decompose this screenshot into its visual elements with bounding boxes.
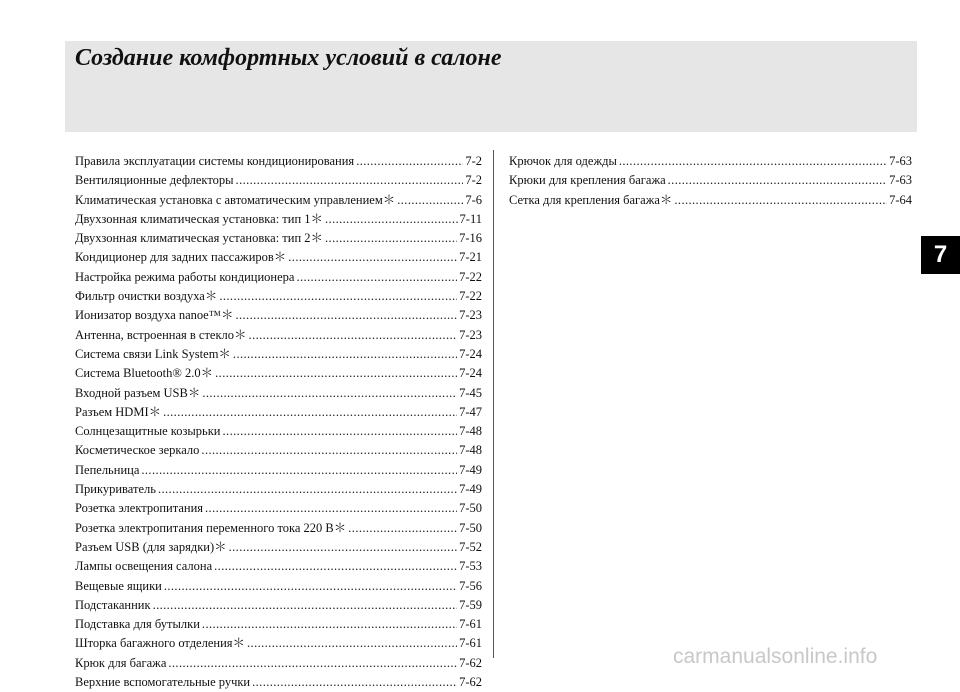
toc-dot-leader xyxy=(158,480,457,499)
toc-dot-leader xyxy=(163,403,457,422)
page-title: Создание комфортных условий в салоне xyxy=(75,45,502,71)
toc-entry-label: Разъем USB (для зарядки)＊ xyxy=(75,539,227,554)
toc-entry-page: 7-22 xyxy=(459,289,482,304)
toc-entry-page: 7-62 xyxy=(459,655,482,670)
toc-entry-label: Правила эксплуатации системы кондиционирования xyxy=(75,154,355,168)
toc-entry[interactable] xyxy=(75,210,482,229)
toc-entry-page: 7-52 xyxy=(459,539,482,554)
toc-entry[interactable] xyxy=(75,461,482,480)
toc-entry-label: Система связи Link System＊ xyxy=(75,346,231,361)
toc-entry-page: 7-24 xyxy=(459,346,482,361)
toc-entry[interactable] xyxy=(75,287,482,306)
toc-entry[interactable] xyxy=(509,191,912,210)
toc-entry-label: Фильтр очистки воздуха＊ xyxy=(75,289,218,304)
toc-entry[interactable] xyxy=(75,191,482,210)
toc-dot-leader xyxy=(674,191,887,210)
toc-right-column xyxy=(509,152,912,210)
toc-entry-label: Кондиционер для задних пассажиров＊ xyxy=(75,250,287,265)
toc-entry-label: Шторка багажного отделения＊ xyxy=(75,636,246,651)
toc-entry-page: 7-49 xyxy=(459,482,482,497)
toc-entry[interactable] xyxy=(75,384,482,403)
toc-entry-label: Верхние вспомогательные ручки xyxy=(75,675,251,690)
toc-entry[interactable] xyxy=(75,306,482,325)
toc-dot-leader xyxy=(168,654,457,673)
toc-entry[interactable] xyxy=(75,422,482,441)
toc-entry-label: Входной разъем USB＊ xyxy=(75,385,201,400)
toc-entry-page: 7-22 xyxy=(459,269,482,284)
toc-entry[interactable] xyxy=(75,519,482,538)
toc-entry-page: 7-16 xyxy=(459,231,482,246)
toc-entry-page: 7-63 xyxy=(889,173,912,188)
toc-dot-leader xyxy=(397,191,463,210)
toc-entry[interactable] xyxy=(75,673,482,692)
toc-entry-label: Лампы освещения салона xyxy=(75,559,213,574)
toc-entry-page: 7-61 xyxy=(459,617,482,632)
toc-entry[interactable] xyxy=(75,268,482,287)
toc-dot-leader xyxy=(233,345,457,364)
toc-dot-leader xyxy=(325,229,457,248)
toc-entry-label: Прикуриватель xyxy=(75,482,156,497)
toc-entry-page: 7-50 xyxy=(459,520,482,535)
toc-entry-label: Двухзонная климатическая установка: тип 1＊ xyxy=(75,211,324,226)
toc-entry[interactable] xyxy=(509,152,912,171)
toc-entry-page: 7-2 xyxy=(465,154,482,168)
toc-entry-page: 7-48 xyxy=(459,443,482,458)
toc-entry-page: 7-23 xyxy=(459,327,482,342)
toc-entry-page: 7-59 xyxy=(459,597,482,612)
chapter-number-tab[interactable]: 7 xyxy=(921,236,960,274)
toc-entry-page: 7-62 xyxy=(459,675,482,690)
toc-entry-label: Подставка для бутылки xyxy=(75,617,200,632)
toc-entry-page: 7-21 xyxy=(459,250,482,265)
toc-entry[interactable] xyxy=(75,654,482,673)
toc-dot-leader xyxy=(348,519,457,538)
toc-dot-leader xyxy=(141,461,457,480)
toc-entry[interactable] xyxy=(75,171,482,190)
toc-entry[interactable] xyxy=(75,345,482,364)
toc-dot-leader xyxy=(288,248,457,267)
toc-dot-leader xyxy=(247,634,457,653)
toc-dot-leader xyxy=(164,577,457,596)
toc-dot-leader xyxy=(356,152,463,171)
toc-entry[interactable] xyxy=(75,538,482,557)
toc-dot-leader xyxy=(229,538,457,557)
toc-entry-label: Крюк для багажа xyxy=(75,655,167,670)
toc-entry-label: Розетка электропитания xyxy=(75,501,204,516)
toc-entry-label: Ионизатор воздуха nanoe™＊ xyxy=(75,308,234,323)
toc-dot-leader xyxy=(219,287,457,306)
toc-dot-leader xyxy=(296,268,457,287)
toc-dot-leader xyxy=(202,384,457,403)
toc-entry-label: Двухзонная климатическая установка: тип 2＊ xyxy=(75,231,324,246)
toc-dot-leader xyxy=(325,210,458,229)
toc-entry[interactable] xyxy=(75,326,482,345)
toc-dot-leader xyxy=(223,422,458,441)
toc-entry-label: Антенна, встроенная в стекло＊ xyxy=(75,327,247,342)
toc-entry-label: Пепельница xyxy=(75,462,140,477)
toc-entry[interactable] xyxy=(75,499,482,518)
section-header xyxy=(65,41,917,132)
toc-entry-label: Розетка электропитания переменного тока 220 В＊ xyxy=(75,520,347,535)
toc-dot-leader xyxy=(202,615,457,634)
toc-entry-label: Климатическая установка с автоматическим управлением＊ xyxy=(75,192,396,207)
toc-entry-page: 7-56 xyxy=(459,578,482,593)
toc-entry-label: Вентиляционные дефлекторы xyxy=(75,173,234,188)
toc-entry-page: 7-11 xyxy=(459,211,482,226)
toc-entry-label: Крюки для крепления багажа xyxy=(509,173,666,188)
toc-entry[interactable] xyxy=(509,171,912,190)
toc-dot-leader xyxy=(235,306,457,325)
toc-entry-page: 7-2 xyxy=(465,173,482,188)
toc-entry[interactable] xyxy=(75,403,482,422)
toc-entry-page: 7-63 xyxy=(889,154,912,168)
toc-entry-label: Настройка режима работы кондиционера xyxy=(75,269,295,284)
toc-dot-leader xyxy=(215,364,457,383)
toc-entry[interactable] xyxy=(75,364,482,383)
toc-entry-label: Вещевые ящики xyxy=(75,578,162,593)
toc-entry[interactable] xyxy=(75,557,482,576)
toc-entry-page: 7-47 xyxy=(459,404,482,419)
toc-dot-leader xyxy=(201,441,457,460)
toc-entry-page: 7-61 xyxy=(459,636,482,651)
toc-entry-label: Разъем HDMI＊ xyxy=(75,404,162,419)
toc-entry-page: 7-24 xyxy=(459,366,482,381)
toc-entry[interactable] xyxy=(75,596,482,615)
toc-dot-leader xyxy=(249,326,458,345)
toc-entry[interactable] xyxy=(75,480,482,499)
toc-entry-label: Крючок для одежды xyxy=(509,154,617,168)
toc-dot-leader xyxy=(205,499,457,518)
toc-entry-page: 7-48 xyxy=(459,424,482,439)
toc-dot-leader xyxy=(252,673,457,692)
toc-entry-page: 7-6 xyxy=(465,192,482,207)
toc-entry[interactable] xyxy=(75,152,482,171)
toc-entry-page: 7-49 xyxy=(459,462,482,477)
toc-dot-leader xyxy=(619,152,887,171)
toc-dot-leader xyxy=(214,557,457,576)
toc-entry-page: 7-50 xyxy=(459,501,482,516)
toc-entry[interactable] xyxy=(75,441,482,460)
toc-dot-leader xyxy=(153,596,458,615)
toc-entry[interactable] xyxy=(75,577,482,596)
column-divider xyxy=(493,150,494,658)
toc-entry[interactable] xyxy=(75,634,482,653)
toc-entry-label: Сетка для крепления багажа＊ xyxy=(509,192,673,207)
toc-entry-page: 7-53 xyxy=(459,559,482,574)
toc-entry-page: 7-64 xyxy=(889,192,912,207)
toc-entry[interactable] xyxy=(75,229,482,248)
watermark: carmanualsonline.info xyxy=(673,645,878,668)
toc-dot-leader xyxy=(668,171,887,190)
toc-entry-label: Солнцезащитные козырьки xyxy=(75,424,221,439)
toc-entry-label: Система Bluetooth® 2.0＊ xyxy=(75,366,214,381)
toc-entry[interactable] xyxy=(75,248,482,267)
toc-entry-page: 7-23 xyxy=(459,308,482,323)
toc-dot-leader xyxy=(236,171,464,190)
toc-entry[interactable] xyxy=(75,615,482,634)
toc-entry-label: Подстаканник xyxy=(75,597,151,612)
toc-left-column xyxy=(75,152,482,692)
toc-entry-label: Косметическое зеркало xyxy=(75,443,200,458)
toc-entry-page: 7-45 xyxy=(459,385,482,400)
